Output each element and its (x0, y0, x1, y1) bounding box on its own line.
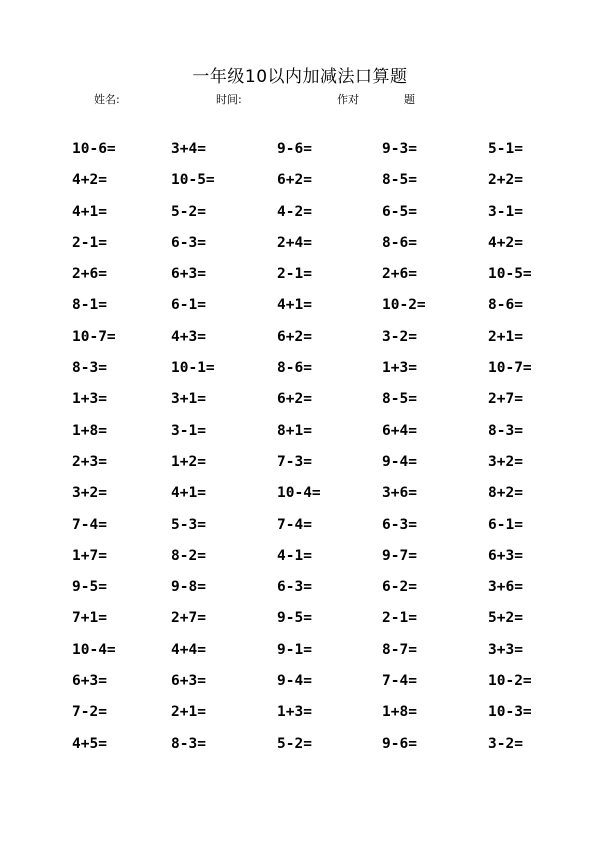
problem-item: 2+1= (171, 704, 206, 721)
problem-item: 9-4= (382, 453, 417, 470)
time-label: 时间: (216, 93, 242, 106)
problem-item: 10-5= (171, 172, 215, 189)
problem-item: 3-2= (488, 735, 523, 752)
problem-item: 6+3= (72, 673, 107, 690)
name-label: 姓名: (94, 93, 120, 106)
problem-item: 2-1= (277, 266, 312, 283)
problem-row (0, 421, 600, 452)
problem-item: 2+4= (277, 234, 312, 251)
problem-item: 10-7= (72, 328, 116, 345)
problem-item: 6-1= (488, 516, 523, 533)
question-unit-label: 题 (404, 93, 415, 106)
problem-item: 8-3= (488, 422, 523, 439)
problem-row (0, 515, 600, 546)
problem-row (0, 671, 600, 702)
problem-item: 7+1= (72, 610, 107, 627)
problem-item: 7-4= (277, 516, 312, 533)
problem-item: 3+3= (488, 641, 523, 658)
problem-item: 2+7= (171, 610, 206, 627)
problem-item: 6+2= (277, 391, 312, 408)
problem-item: 4+4= (171, 641, 206, 658)
problem-item: 3+6= (382, 485, 417, 502)
problem-row (0, 264, 600, 295)
problem-row (0, 389, 600, 420)
problem-item: 8+2= (488, 485, 523, 502)
problem-item: 9-7= (382, 547, 417, 564)
problem-item: 5-2= (171, 203, 206, 220)
problem-item: 5+2= (488, 610, 523, 627)
problem-item: 3+1= (171, 391, 206, 408)
problem-item: 9-8= (171, 579, 206, 596)
problem-row (0, 608, 600, 639)
problem-item: 1+3= (277, 704, 312, 721)
problem-item: 4+3= (171, 328, 206, 345)
problem-item: 4+2= (72, 172, 107, 189)
problem-item: 2-1= (72, 234, 107, 251)
problem-item: 4+1= (171, 485, 206, 502)
problem-item: 9-5= (72, 579, 107, 596)
problem-item: 7-4= (382, 673, 417, 690)
problem-item: 4+1= (72, 203, 107, 220)
problem-item: 3+2= (488, 453, 523, 470)
problem-item: 10-2= (382, 297, 426, 314)
problem-item: 3+6= (488, 579, 523, 596)
problem-item: 3-1= (488, 203, 523, 220)
problem-item: 2+7= (488, 391, 523, 408)
problem-item: 1+8= (72, 422, 107, 439)
problem-row (0, 734, 600, 765)
problem-item: 4-2= (277, 203, 312, 220)
problem-item: 2+3= (72, 453, 107, 470)
problem-item: 3+2= (72, 485, 107, 502)
problem-item: 10-1= (171, 360, 215, 377)
problem-item: 6+4= (382, 422, 417, 439)
problem-item: 4+2= (488, 234, 523, 251)
problem-item: 4-1= (277, 547, 312, 564)
problem-item: 10-6= (72, 141, 116, 157)
problem-item: 6-5= (382, 203, 417, 220)
problem-item: 8-7= (382, 641, 417, 658)
problem-item: 2+6= (382, 266, 417, 283)
problem-row (0, 327, 600, 358)
problem-item: 8-6= (488, 297, 523, 314)
problem-item: 1+7= (72, 547, 107, 564)
problem-item: 10-5= (488, 266, 532, 283)
problem-item: 6+3= (171, 266, 206, 283)
problem-item: 6-2= (382, 579, 417, 596)
problem-item: 4+5= (72, 735, 107, 752)
problem-grid (0, 139, 600, 765)
problem-item: 8-3= (72, 360, 107, 377)
problem-item: 6+3= (488, 547, 523, 564)
problem-item: 8-6= (277, 360, 312, 377)
problem-item: 2+1= (488, 328, 523, 345)
problem-row (0, 295, 600, 326)
problem-item: 7-3= (277, 453, 312, 470)
problem-item: 6-1= (171, 297, 206, 314)
problem-row (0, 170, 600, 201)
problem-row (0, 702, 600, 733)
problem-item: 5-1= (488, 141, 523, 157)
problem-row (0, 483, 600, 514)
problem-item: 7-2= (72, 704, 107, 721)
problem-item: 4+1= (277, 297, 312, 314)
problem-item: 1+8= (382, 704, 417, 721)
problem-item: 10-2= (488, 673, 532, 690)
problem-row (0, 202, 600, 233)
problem-item: 3-1= (171, 422, 206, 439)
problem-item: 8-5= (382, 391, 417, 408)
problem-item: 9-5= (277, 610, 312, 627)
problem-item: 8-1= (72, 297, 107, 314)
problem-item: 9-6= (382, 735, 417, 752)
problem-item: 6+2= (277, 172, 312, 189)
problem-item: 7-4= (72, 516, 107, 533)
problem-item: 5-3= (171, 516, 206, 533)
problem-item: 10-4= (277, 485, 321, 502)
problem-item: 10-3= (488, 704, 532, 721)
problem-item: 5-2= (277, 735, 312, 752)
page-title: 一年级10以内加减法口算题 (192, 67, 408, 87)
problem-item: 6-3= (382, 516, 417, 533)
problem-row (0, 233, 600, 264)
problem-item: 2+2= (488, 172, 523, 189)
problem-item: 3+4= (171, 141, 206, 157)
problem-item: 6+2= (277, 328, 312, 345)
problem-item: 6-3= (171, 234, 206, 251)
problem-item: 3-2= (382, 328, 417, 345)
correct-count-label: 作对 (337, 93, 359, 106)
problem-item: 1+2= (171, 453, 206, 470)
problem-item: 9-6= (277, 141, 312, 157)
problem-item: 6-3= (277, 579, 312, 596)
problem-item: 8-2= (171, 547, 206, 564)
problem-item: 9-1= (277, 641, 312, 658)
problem-item: 2+6= (72, 266, 107, 283)
problem-item: 8-5= (382, 172, 417, 189)
problem-row (0, 358, 600, 389)
problem-item: 8-6= (382, 234, 417, 251)
problem-item: 1+3= (382, 360, 417, 377)
problem-item: 9-4= (277, 673, 312, 690)
problem-item: 1+3= (72, 391, 107, 408)
problem-row (0, 546, 600, 577)
problem-item: 6+3= (171, 673, 206, 690)
problem-item: 10-4= (72, 641, 116, 658)
problem-row (0, 577, 600, 608)
problem-row (0, 139, 600, 170)
problem-item: 9-3= (382, 141, 417, 157)
problem-item: 8-3= (171, 735, 206, 752)
problem-item: 10-7= (488, 360, 532, 377)
problem-item: 2-1= (382, 610, 417, 627)
problem-row (0, 640, 600, 671)
problem-item: 8+1= (277, 422, 312, 439)
problem-row (0, 452, 600, 483)
